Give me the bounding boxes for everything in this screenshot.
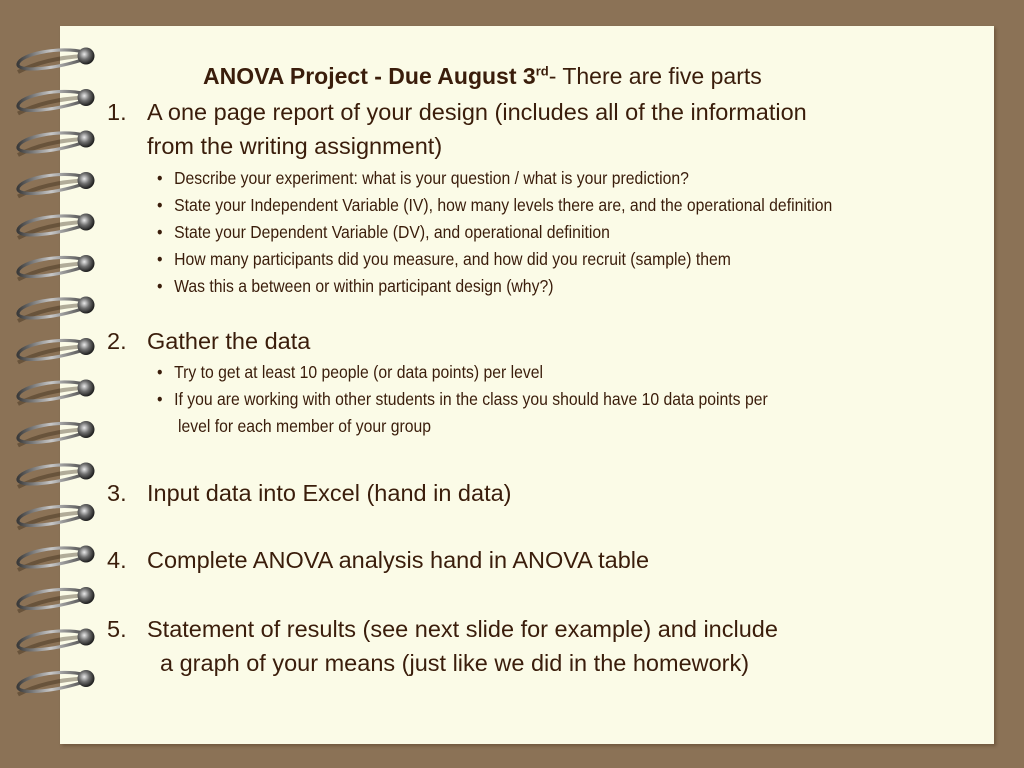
item-number: 3. — [107, 480, 127, 506]
list-item-2 — [107, 324, 310, 358]
bullet-group-students-continuation: level for each member of your group — [178, 416, 432, 436]
item-number: 4. — [107, 547, 127, 573]
item-text: Complete ANOVA analysis hand in ANOVA table — [147, 547, 650, 573]
bullet-text: State your Dependent Variable (DV), and operational definition — [174, 222, 610, 242]
title-superscript: rd — [535, 63, 549, 79]
bullet-text: Try to get at least 10 people (or data points) per level — [174, 362, 543, 382]
title-rest: - There are five parts — [548, 63, 762, 89]
bullet-dot-icon: • — [157, 168, 163, 188]
bullet-text: If you are working with other students in the class you should have 10 data points per — [174, 389, 768, 409]
bullet-dependent-variable — [157, 220, 610, 244]
item-number: 5. — [107, 616, 127, 642]
bullet-independent-variable — [157, 193, 832, 217]
bullet-text: State your Independent Variable (IV), how many levels there are, and the operational definition — [174, 195, 833, 215]
list-item-1 — [107, 95, 807, 129]
slide-title — [203, 63, 762, 90]
item-text: A one page report of your design (includes all of the information — [147, 99, 807, 125]
bullet-group-students — [157, 387, 768, 411]
list-item-5-continuation: a graph of your means (just like we did in the homework) — [160, 650, 750, 676]
bullet-describe-experiment — [157, 166, 689, 190]
item-text: Statement of results (see next slide for example) and include — [147, 616, 778, 642]
list-item-1-continuation: from the writing assignment) — [147, 133, 443, 159]
item-number: 1. — [107, 99, 127, 125]
bullet-dot-icon: • — [157, 195, 163, 215]
item-text: Gather the data — [147, 328, 311, 354]
list-item-5 — [107, 612, 778, 646]
list-item-3 — [107, 476, 512, 510]
title-bold: ANOVA Project - Due August 3 — [203, 63, 536, 89]
bullet-dot-icon: • — [157, 222, 163, 242]
bullet-dot-icon: • — [157, 249, 163, 269]
bullet-design-type — [157, 274, 553, 298]
bullet-text: How many participants did you measure, and how did you recruit (sample) them — [174, 249, 731, 269]
bullet-dot-icon: • — [157, 276, 163, 296]
bullet-participants — [157, 247, 731, 271]
item-number: 2. — [107, 328, 127, 354]
bullet-text: Describe your experiment: what is your question / what is your prediction? — [174, 168, 689, 188]
list-item-4 — [107, 543, 649, 577]
bullet-dot-icon: • — [157, 389, 163, 409]
bullet-dot-icon: • — [157, 362, 163, 382]
bullet-text: Was this a between or within participant design (why?) — [174, 276, 554, 296]
item-text: Input data into Excel (hand in data) — [147, 480, 512, 506]
bullet-ten-per-level — [157, 360, 543, 384]
